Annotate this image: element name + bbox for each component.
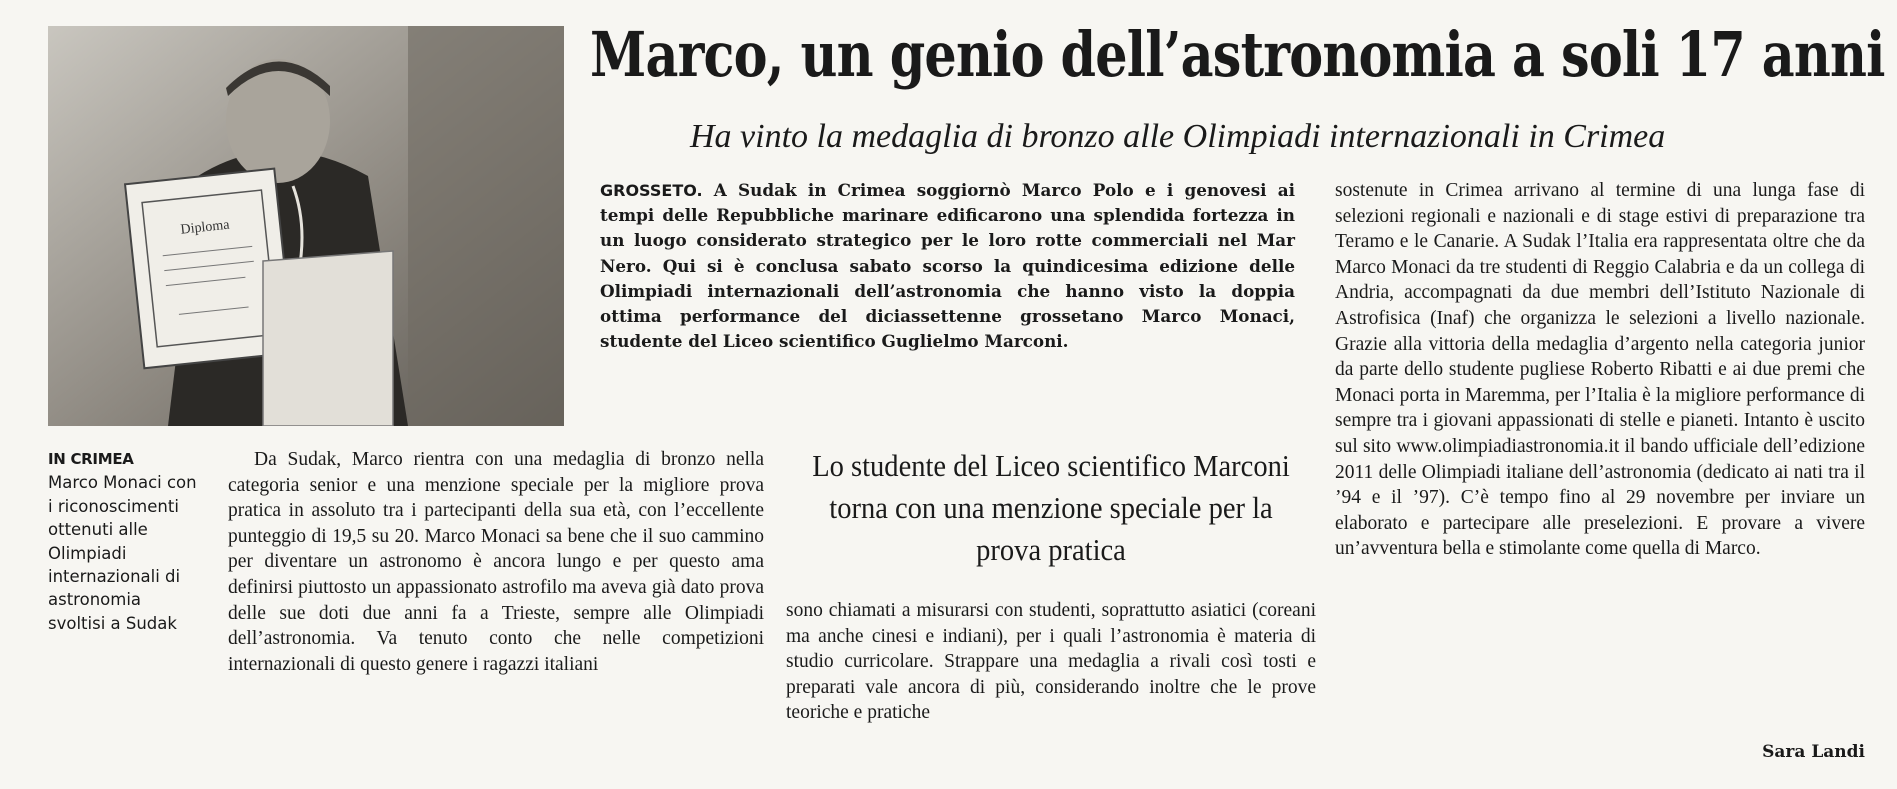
certificate-text: Diploma bbox=[179, 217, 231, 238]
photo-caption bbox=[48, 448, 198, 635]
body-column-middle bbox=[786, 598, 1316, 726]
body-text-right: sostenute in Crimea arrivano al termine di una lunga fase di selezioni regionali e nazionali e di stage estivi di preparazione tra Teramo e le Canarie. A Sudak l’Italia era rappresentata oltre che da Marco Monaci da tre studenti di Reggio Calabria e da un collega di Andria, accompagnati da due membri dell’Istituto Nazionale di Astrofisica (Inaf) che organizza le selezioni a livello nazionale. Grazie alla vittoria della medaglia d’argento nella categoria junior da parte dello studente pugliese Roberto Ribatti e ai due premi che Monaci porta in Maremma, per l’Italia è la migliore performance di sempre tra i giovani appassionati di stelle e pianeti. Intanto è uscito sul sito www.olimpiadiastronomia.it il bando ufficiale dell’edizione 2011 delle Olimpiadi italiane dell’astronomia (dedicato ai nati tra il ’94 e il ’97). C’è tempo fino al 29 novembre per inviare un elaborato e partecipare alle preselezioni. E provare a vivere un’avventura bella e stimolante come quella di Marco. bbox=[1335, 180, 1865, 560]
caption-title: IN CRIMEA bbox=[48, 450, 134, 468]
body-column-left bbox=[228, 447, 764, 677]
photo-marco-monaci bbox=[48, 26, 564, 426]
body-text-left: Da Sudak, Marco rientra con una medaglia di bronzo nella categoria senior e una menzione speciale per la migliore prova pratica in assoluto tra i partecipanti della sua età, con l’eccellente punteggio di 19,5 su 20. Marco Monaci sa bene che il suo cammino per diventare un astronomo è ancora lungo e per questo ama definirsi piuttosto un appassionato astrofilo ma aveva già dato prova delle sue doti due anni fa a Trieste, sempre alle Olimpiadi dell’astronomia. Va tenuto conto che nelle competizioni internazionali di questo genere i ragazzi italiani bbox=[228, 449, 764, 675]
dateline: GROSSETO. bbox=[600, 181, 703, 200]
lead-text: A Sudak in Crimea soggiornò Marco Polo e i genovesi ai tempi delle Repubbliche marinare edificarono una splendida fortezza in un luogo considerato strategico per le loro rotte commerciali nel Mar Nero. Qui si è conclusa sabato scorso la quindicesima edizione delle Olimpiadi internazionali dell’astronomia che hanno visto la doppia ottima performance del diciassettenne grossetano Marco Monaci, studente del Liceo scientifico Guglielmo Marconi. bbox=[600, 180, 1295, 352]
caption-text: Marco Monaci con i riconoscimenti ottenuti alle Olimpiadi internazionali di astronomia svoltisi a Sudak bbox=[48, 473, 197, 633]
lead-paragraph bbox=[600, 178, 1295, 354]
subheadline: Ha vinto la medaglia di bronzo alle Olimpiadi internazionali in Crimea bbox=[690, 118, 1666, 155]
author-byline: Sara Landi bbox=[1762, 742, 1865, 762]
body-column-right bbox=[1335, 178, 1865, 562]
article-photo bbox=[48, 26, 564, 426]
kicker-subtitle: Lo studente del Liceo scientifico Marconi torna con una menzione speciale per la prova pratica bbox=[812, 448, 1290, 567]
body-text-middle: sono chiamati a misurarsi con studenti, soprattutto asiatici (coreani ma anche cinesi e indiani), per i quali l’astronomia è materia di studio curricolare. Strappare una medaglia a rivali così tosti e preparati vale ancora di più, considerando inoltre che le prove teoriche e pratiche bbox=[786, 600, 1316, 724]
headline: Marco, un genio dell’astronomia a soli 17 anni bbox=[590, 18, 1885, 91]
